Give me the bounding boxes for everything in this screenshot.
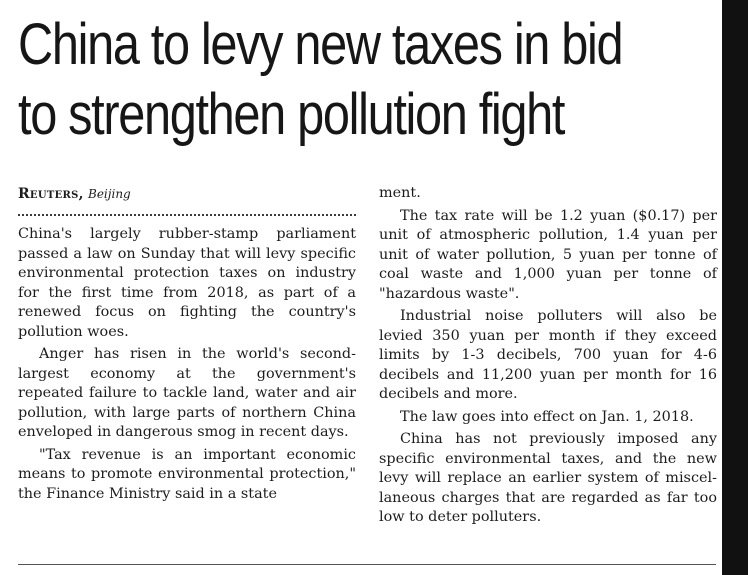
byline	[18, 184, 356, 206]
byline-location: Beijing	[88, 187, 131, 201]
dotted-divider	[18, 214, 356, 216]
article-column-left	[18, 184, 356, 507]
paragraph-3: "Tax revenue is an important economic means to promote environmental protection," the Finance Ministry said in a state	[18, 446, 356, 502]
headline-line-2: to strengthen pollution fight	[18, 82, 565, 147]
paragraph-5: Industrial noise polluters will also be levied 350 yuan per month if they exceed limits by 1-3 decibels, 700 yuan for 4-6 decibels and 11,200 yuan per month for 16 decibels and more.	[379, 308, 717, 402]
article-headline	[18, 10, 623, 150]
paragraph-3-continued: ment.	[379, 185, 421, 201]
byline-agency: Reuters,	[18, 186, 84, 202]
paragraph-1: China's largely rubber-stamp parliament passed a law on Sunday that will levy specific environmental protection taxes on industry for the first time from 2018, as part of a renewed focus on fighting the country's pollution woes.	[18, 226, 356, 340]
article-column-right	[379, 184, 717, 531]
paragraph-7: China has not previously imposed any specific environmental taxes, and the new levy will replace an earlier system of miscellaneous charges that are regarded as far too low to deter polluters.	[379, 431, 717, 525]
headline-line-1: China to levy new taxes in bid	[18, 12, 623, 77]
paragraph-4: The tax rate will be 1.2 yuan ($0.17) per unit of atmospheric pollution, 1.4 yuan per unit of water pollution, 5 yuan per tonne of coal waste and 1,000 yuan per tonne of "hazardous waste".	[379, 207, 717, 302]
scan-edge-shadow	[722, 0, 748, 575]
paragraph-2: Anger has risen in the world's second-largest economy at the government's repeated failure to tackle land, water and air pollution, with large parts of northern China enveloped in dangerous smog in recent days.	[18, 346, 356, 440]
paragraph-6: The law goes into effect on Jan. 1, 2018.	[400, 408, 694, 425]
bottom-rule	[18, 564, 716, 565]
